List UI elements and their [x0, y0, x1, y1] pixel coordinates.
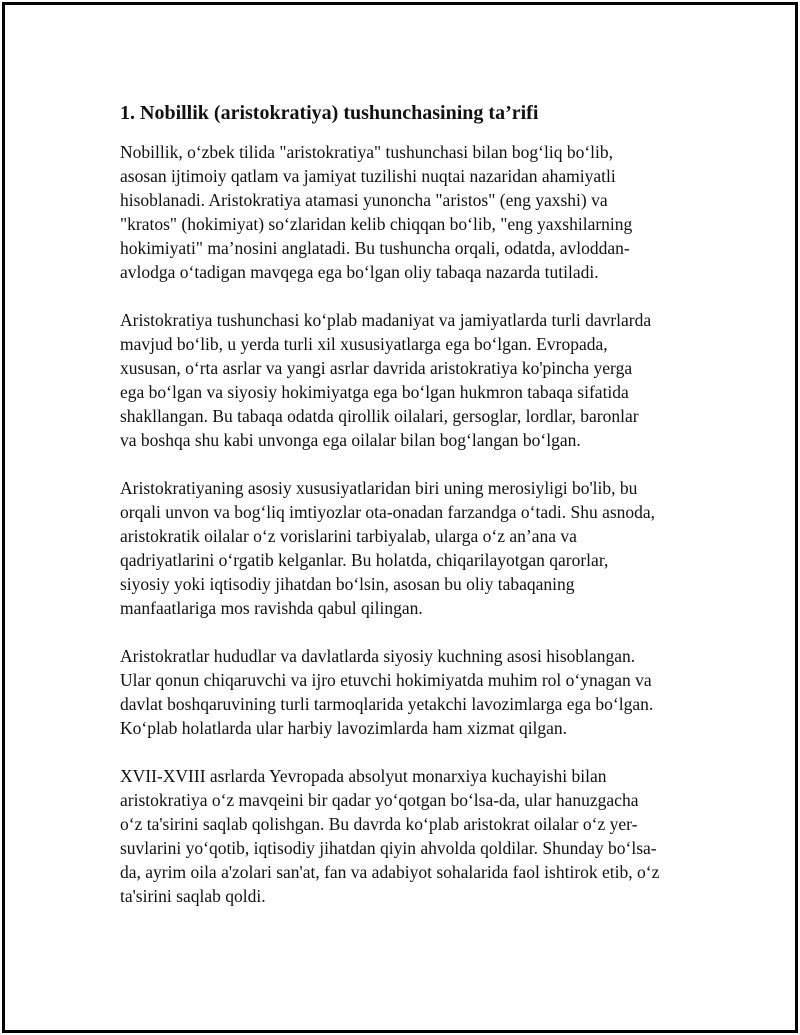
page-title: 1. Nobillik (aristokratiya) tushunchasining ta’rifi [120, 102, 539, 124]
paragraph-history: Aristokratiya tushunchasi ko‘plab madaniyat va jamiyatlarda turli davrlarda mavjud bo‘lib, u yerda turli xil xususiyatlarga ega bo‘lgan. Evropada, xususan, o‘rta asrlar va yangi asrlar davrida aristokratiya ko'pincha yerga ega bo‘lgan va siyosiy hokimiyatga ega bo‘lgan hukmron tabaqa sifatida shakllangan. Bu tabaqa odatda qirollik oilalari, gersoglar, lordlar, baronlar va boshqa shu kabi unvonga ega oilalar bilan bog‘langan bo‘lgan. [120, 310, 652, 450]
paragraph-definition: Nobillik, o‘zbek tilida "aristokratiya" tushunchasi bilan bog‘liq bo‘lib, asosan ijtimoiy qatlam va jamiyat tuzilishi nuqtai nazaridan ahamiyatli hisoblanadi. Aristokratiya atamasi yunoncha "aristos" (eng yaxshi) va "kratos" (hokimiyat) so‘zlaridan kelib chiqqan bo‘lib, "eng yaxshilarning hokimiyati" ma’nosini anglatadi. Bu tushuncha orqali, odatda, avloddan- avlodga o‘tadigan mavqega ega bo‘lgan oliy tabaqa nazarda tutiladi. [120, 142, 633, 282]
document-body [120, 99, 700, 932]
paragraph-political-power: Aristokratlar hududlar va davlatlarda siyosiy kuchning asosi hisoblangan. Ular qonun chiqaruvchi va ijro etuvchi hokimiyatda muhim rol o‘ynagan va davlat boshqaruvining turli tarmoqlarida yetakchi lavozimlarga ega bo‘lgan. Ko‘plab holatlarda ular harbiy lavozimlarda ham xizmat qilgan. [120, 646, 654, 738]
paragraph-absolutism: XVII-XVIII asrlarda Yevropada absolyut monarxiya kuchayishi bilan aristokratiya o‘z mavqeini bir qadar yo‘qotgan bo‘lsa-da, ular hanuzgacha o‘z ta'sirini saqlab qolishgan. Bu davrda ko‘plab aristokrat oilalar o‘z yer- suvlarini yo‘qotib, iqtisodiy jihatdan qiyin ahvolda qoldilar. Shunday bo‘lsa- da, ayrim oila a'zolari san'at, fan va adabiyot sohalarida faol ishtirok etib, o‘z ta'sirini saqlab qoldi. [120, 766, 660, 906]
paragraph-heredity: Aristokratiyaning asosiy xususiyatlaridan biri uning merosiyligi bo'lib, bu orqali unvon va bog‘liq imtiyozlar ota-onadan farzandga o‘tadi. Shu asnoda, aristokratik oilalar o‘z vorislarini tarbiyalab, ularga o‘z an’ana va qadriyatlarini o‘rgatib kelganlar. Bu holatda, chiqarilayotgan qarorlar, siyosiy yoki iqtisodiy jihatdan bo‘lsin, asosan bu oliy tabaqaning manfaatlariga mos ravishda qabul qilingan. [120, 478, 656, 618]
page-frame [2, 2, 798, 1033]
